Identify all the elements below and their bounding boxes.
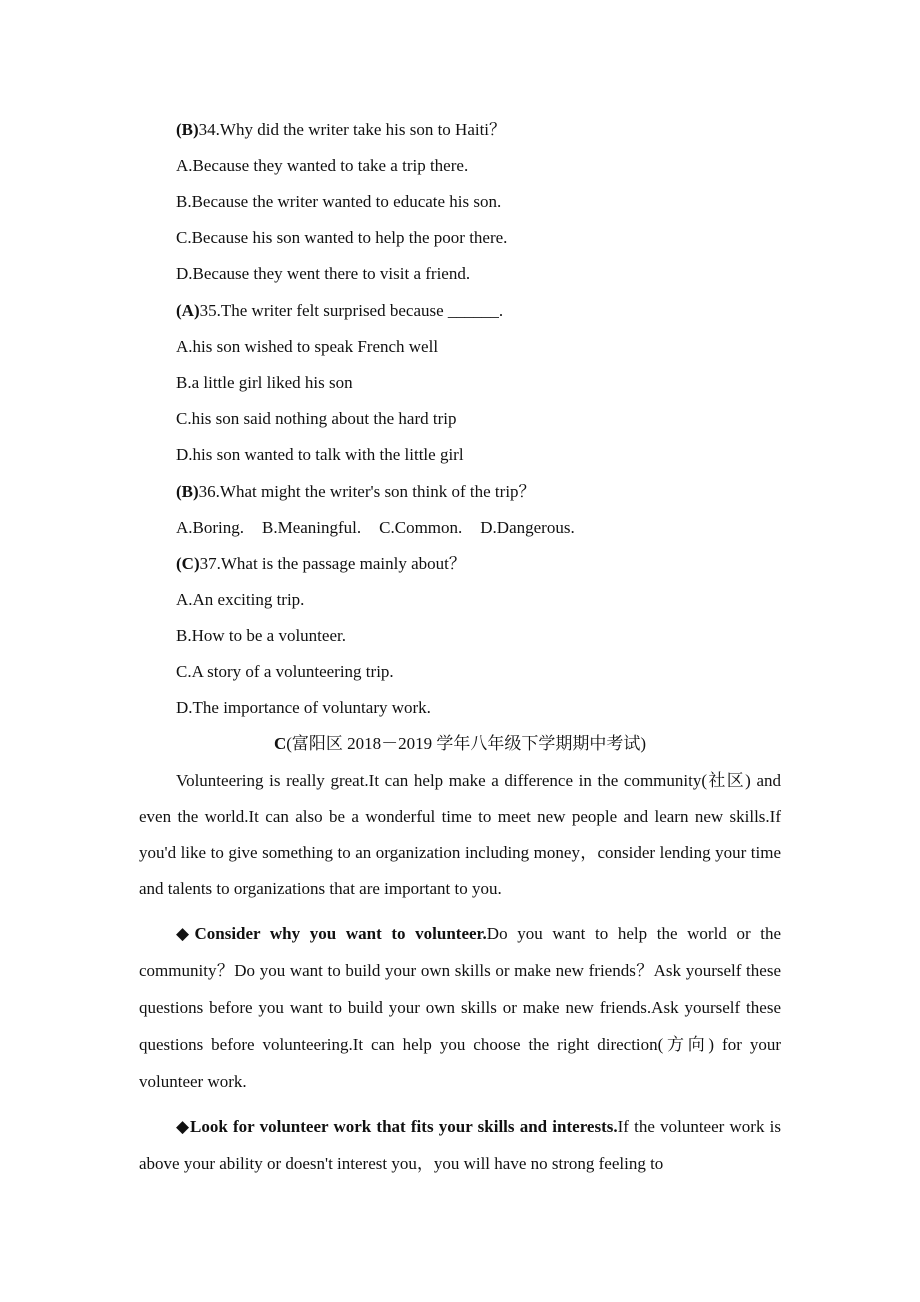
passage-intro-paragraph xyxy=(139,763,781,907)
question-35-stem xyxy=(176,300,503,322)
option-line: D.his son wanted to talk with the little girl xyxy=(176,445,464,464)
option-line: B.How to be a volunteer. xyxy=(176,626,346,645)
question-34-stem xyxy=(176,119,506,141)
answer-key: (B) xyxy=(176,120,199,139)
paragraph-text: Volunteering is really great.It can help make a difference in the community(社区) and even the world.It can also be a wonderful time to meet new people and learn new skills.If you'd like to give something to an organization including money，consider lending your time and talents to organizations that are important to you. xyxy=(139,771,781,898)
option-line: D.Because they went there to visit a friend. xyxy=(176,264,471,283)
option-line: C.Because his son wanted to help the poor there. xyxy=(176,228,508,247)
option: B.Meaningful. xyxy=(262,518,362,537)
question-36-stem xyxy=(176,481,536,503)
section-heading xyxy=(0,733,920,755)
option-line: A.his son wished to speak French well xyxy=(176,337,439,356)
tip-paragraph-2 xyxy=(139,1108,781,1182)
tip-text: Do you want to help the world or the community？Do you want to build your own skills or make new friends？Ask yourself these questions before you want to build your own skills or make new friends.Ask yourself these questions before volunteering.It can help you choose the right direction(方向) for your volunteer work. xyxy=(139,924,782,1091)
option: C.Common. xyxy=(379,518,463,537)
tip-heading: Consider why you want to volunteer. xyxy=(194,924,487,943)
option: A.Boring. xyxy=(176,518,244,537)
option-line: A.Because they wanted to take a trip there. xyxy=(176,156,469,175)
tip-paragraph-1 xyxy=(139,915,781,1100)
diamond-bullet-icon: ◆ xyxy=(176,1117,191,1136)
question-text: 36.What might the writer's son think of the trip？ xyxy=(198,482,536,501)
section-source: (富阳区 2018－2019 学年八年级下学期期中考试) xyxy=(286,734,647,753)
option-line: C.A story of a volunteering trip. xyxy=(176,662,394,681)
question-text: 35.The writer felt surprised because ______. xyxy=(199,301,504,320)
option-line: B.a little girl liked his son xyxy=(176,373,353,392)
answer-key: (B) xyxy=(176,482,199,501)
option-line: C.his son said nothing about the hard trip xyxy=(176,409,457,428)
answer-key: (A) xyxy=(176,301,200,320)
question-37-stem xyxy=(176,553,466,575)
diamond-bullet-icon: ◆ xyxy=(176,924,195,943)
option-line: B.Because the writer wanted to educate his son. xyxy=(176,192,502,211)
question-text: 37.What is the passage mainly about？ xyxy=(199,554,466,573)
option-line: D.The importance of voluntary work. xyxy=(176,698,431,717)
question-text: 34.Why did the writer take his son to Haiti？ xyxy=(198,120,507,139)
section-letter: C xyxy=(273,734,287,753)
tip-heading: Look for volunteer work that fits your skills and interests. xyxy=(190,1117,618,1136)
tip-text: If the volunteer work is above your ability or doesn't interest you，you will have no strong feeling to xyxy=(139,1117,781,1173)
option-line: A.An exciting trip. xyxy=(176,590,305,609)
option-row xyxy=(176,517,575,539)
option: D.Dangerous. xyxy=(480,518,575,537)
answer-key: (C) xyxy=(176,554,200,573)
